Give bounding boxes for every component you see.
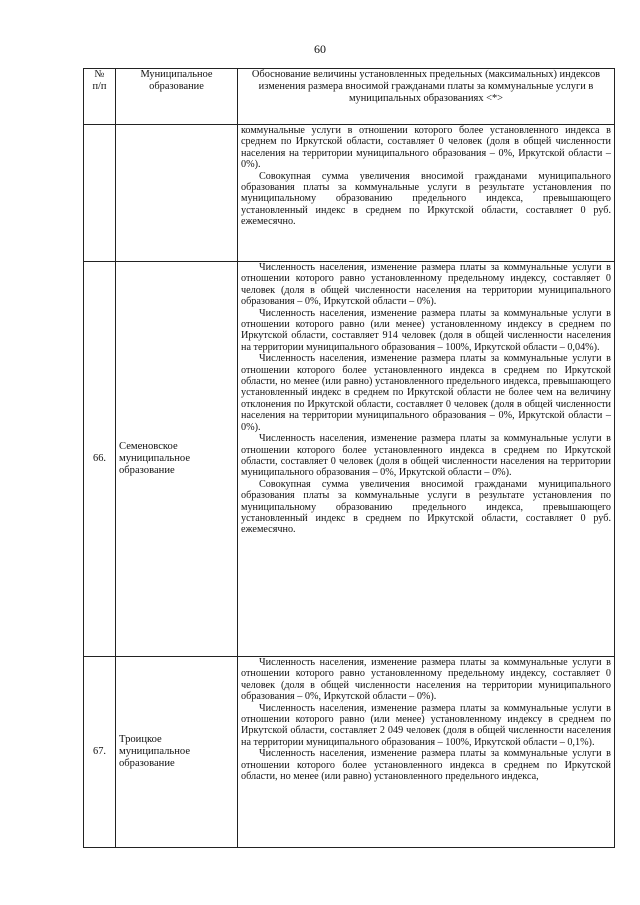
justification-table — [83, 68, 615, 848]
paragraph: Численность населения, изменение размера платы за коммунальные услуги в отношении которого более установленного индекса в среднем по Иркутской области, но менее (или равно) установленного предельного индекса, превышающего установленный индекс в среднем по Иркутской области не более чем на величину отклонения по Иркутской области, составляет 0 человек (доля в общей численности населения на территории муниципального образования – 0%, Иркутской области – 0%). — [241, 353, 611, 433]
paragraph: коммунальные услуги в отношении которого более установленного индекса в среднем по Иркутской области, составляет 0 человек (доля в общей численности населения на территории муниципального образования – 0%, Иркутской области – 0%). — [241, 125, 611, 171]
page-number: 60 — [314, 42, 326, 56]
row-number: 67. — [84, 657, 116, 848]
table-header-row — [84, 69, 615, 125]
row-municipality: Семеновское муниципальное образование — [116, 262, 238, 657]
paragraph: Численность населения, изменение размера платы за коммунальные услуги в отношении которого более установленного индекса в среднем по Иркутской области, составляет 0 человек (доля в общей численности населения на территории муниципального образования – 0%, Иркутской области – 0%). — [241, 433, 611, 479]
row-municipality: Троицкое муниципальное образование — [116, 657, 238, 848]
header-municipality: Муниципальное образование — [116, 69, 238, 125]
row-justification — [238, 262, 615, 657]
row-justification — [238, 657, 615, 848]
paragraph: Численность населения, изменение размера платы за коммунальные услуги в отношении которого более установленного индекса в среднем по Иркутской области, но менее (или равно) установленного предельного индекса, — [241, 748, 611, 783]
table-row — [84, 125, 615, 262]
header-justification: Обоснование величины установленных предельных (максимальных) индексов изменения размера вносимой гражданами платы за коммунальные услуги в муниципальных образованиях <*> — [238, 69, 615, 125]
paragraph: Совокупная сумма увеличения вносимой гражданами муниципального образования платы за коммунальные услуги в результате установления по муниципальному образованию предельного индекса, превышающего установленный индекс в среднем по Иркутской области, составляет 0 руб. ежемесячно. — [241, 170, 611, 228]
paragraph: Численность населения, изменение размера платы за коммунальные услуги в отношении которого равно установленному предельному индексу, составляет 0 человек (доля в общей численности населения на территории муниципального образования – 0%, Иркутской области – 0%). — [241, 262, 611, 308]
row-number — [84, 125, 116, 262]
row-justification — [238, 125, 615, 262]
paragraph: Совокупная сумма увеличения вносимой гражданами муниципального образования платы за коммунальные услуги в результате установления по муниципальному образованию предельного индекса, превышающего установленный индекс в среднем по Иркутской области, составляет 0 руб. ежемесячно. — [241, 478, 611, 536]
paragraph: Численность населения, изменение размера платы за коммунальные услуги в отношении которого равно установленному предельному индексу, составляет 0 человек (доля в общей численности населения на территории муниципального образования – 0%, Иркутской области – 0%). — [241, 657, 611, 703]
header-number: № п/п — [84, 69, 116, 125]
paragraph: Численность населения, изменение размера платы за коммунальные услуги в отношении которого равно (или менее) установленному индексу в среднем по Иркутской области, составляет 2 049 человек (доля в общей численности населения на территории муниципального образования – 100%, Иркутской области – 0,1%). — [241, 702, 611, 748]
table-row — [84, 262, 615, 657]
row-number: 66. — [84, 262, 116, 657]
table-row — [84, 657, 615, 848]
paragraph: Численность населения, изменение размера платы за коммунальные услуги в отношении которого равно (или менее) установленному индексу в среднем по Иркутской области, составляет 914 человек (доля в общей численности населения на территории муниципального образования – 100%, Иркутской области – 0,04%). — [241, 307, 611, 353]
row-municipality — [116, 125, 238, 262]
